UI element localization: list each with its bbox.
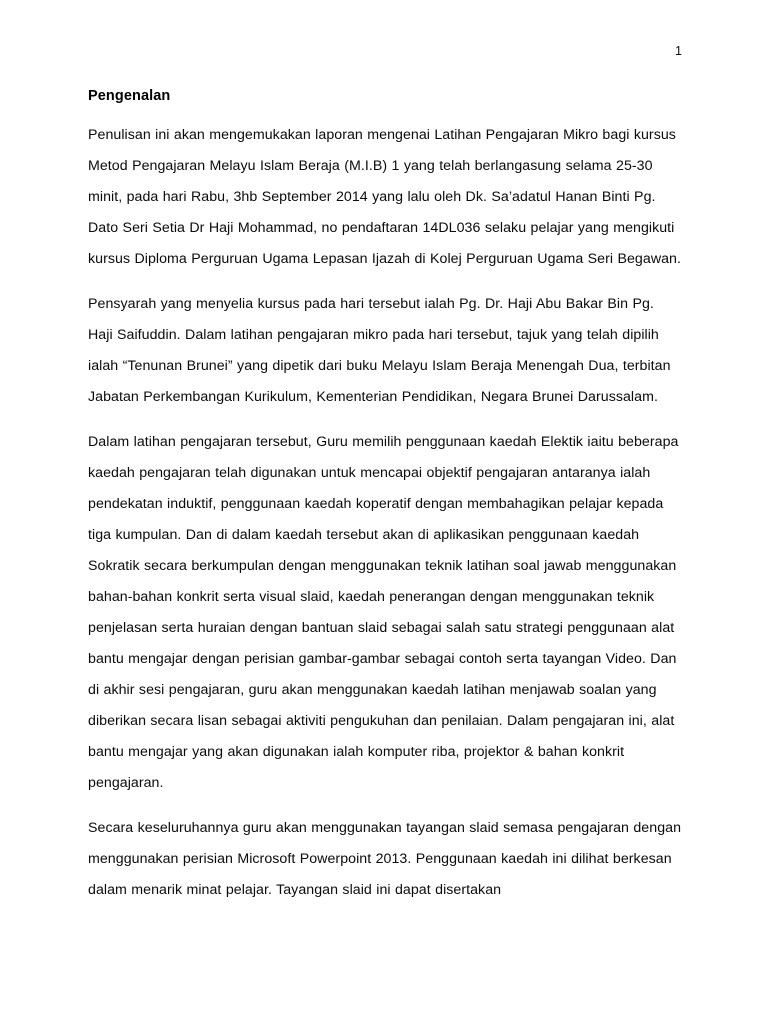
page-number: 1 bbox=[675, 44, 682, 58]
paragraph: Dalam latihan pengajaran tersebut, Guru memilih penggunaan kaedah Elektik iaitu beberapa kaedah pengajaran telah digunakan untuk mencapai objektif pengajaran antaranya ialah pendekatan induktif, penggunaan kaedah koperatif dengan membahagikan pelajar kepada tiga kumpulan. Dan di dalam kaedah tersebut akan di aplikasikan penggunaan kaedah Sokratik secara berkumpulan dengan menggunakan teknik latihan soal jawab menggunakan bahan-bahan konkrit serta visual slaid, kaedah penerangan dengan menggunakan teknik penjelasan serta huraian dengan bantuan slaid sebagai salah satu strategi penggunaan alat bantu mengajar dengan perisian gambar-gambar sebagai contoh serta tayangan Video. Dan di akhir sesi pengajaran, guru akan menggunakan kaedah latihan menjawab soalan yang diberikan secara lisan sebagai aktiviti pengukuhan dan penilaian. Dalam pengajaran ini, alat bantu mengajar yang akan digunakan ialah komputer riba, projektor & bahan konkrit pengajaran. bbox=[88, 434, 679, 791]
section-heading: Pengenalan bbox=[88, 88, 171, 104]
paragraph: Penulisan ini akan mengemukakan laporan mengenai Latihan Pengajaran Mikro bagi kursus Metod Pengajaran Melayu Islam Beraja (M.I.B) 1 yang telah berlangasung selama 25-30 minit, pada hari Rabu, 3hb September 2014 yang lalu oleh Dk. Sa’adatul Hanan Binti Pg. Dato Seri Setia Dr Haji Mohammad, no pendaftaran 14DL036 selaku pelajar yang mengikuti kursus Diploma Perguruan Ugama Lepasan Ijazah di Kolej Perguruan Ugama Seri Begawan. bbox=[88, 127, 681, 267]
paragraph: Pensyarah yang menyelia kursus pada hari tersebut ialah Pg. Dr. Haji Abu Bakar Bin Pg. Haji Saifuddin. Dalam latihan pengajaran mikro pada hari tersebut, tajuk yang telah dipilih ialah “Tenunan Brunei” yang dipetik dari buku Melayu Islam Beraja Menengah Dua, terbitan Jabatan Perkembangan Kurikulum, Kementerian Pendidikan, Negara Brunei Darussalam. bbox=[88, 296, 671, 405]
document-body bbox=[88, 88, 682, 906]
paragraph: Secara keseluruhannya guru akan menggunakan tayangan slaid semasa pengajaran dengan menggunakan perisian Microsoft Powerpoint 2013. Penggunaan kaedah ini dilihat berkesan dalam menarik minat pelajar. Tayangan slaid ini dapat disertakan bbox=[88, 820, 682, 898]
